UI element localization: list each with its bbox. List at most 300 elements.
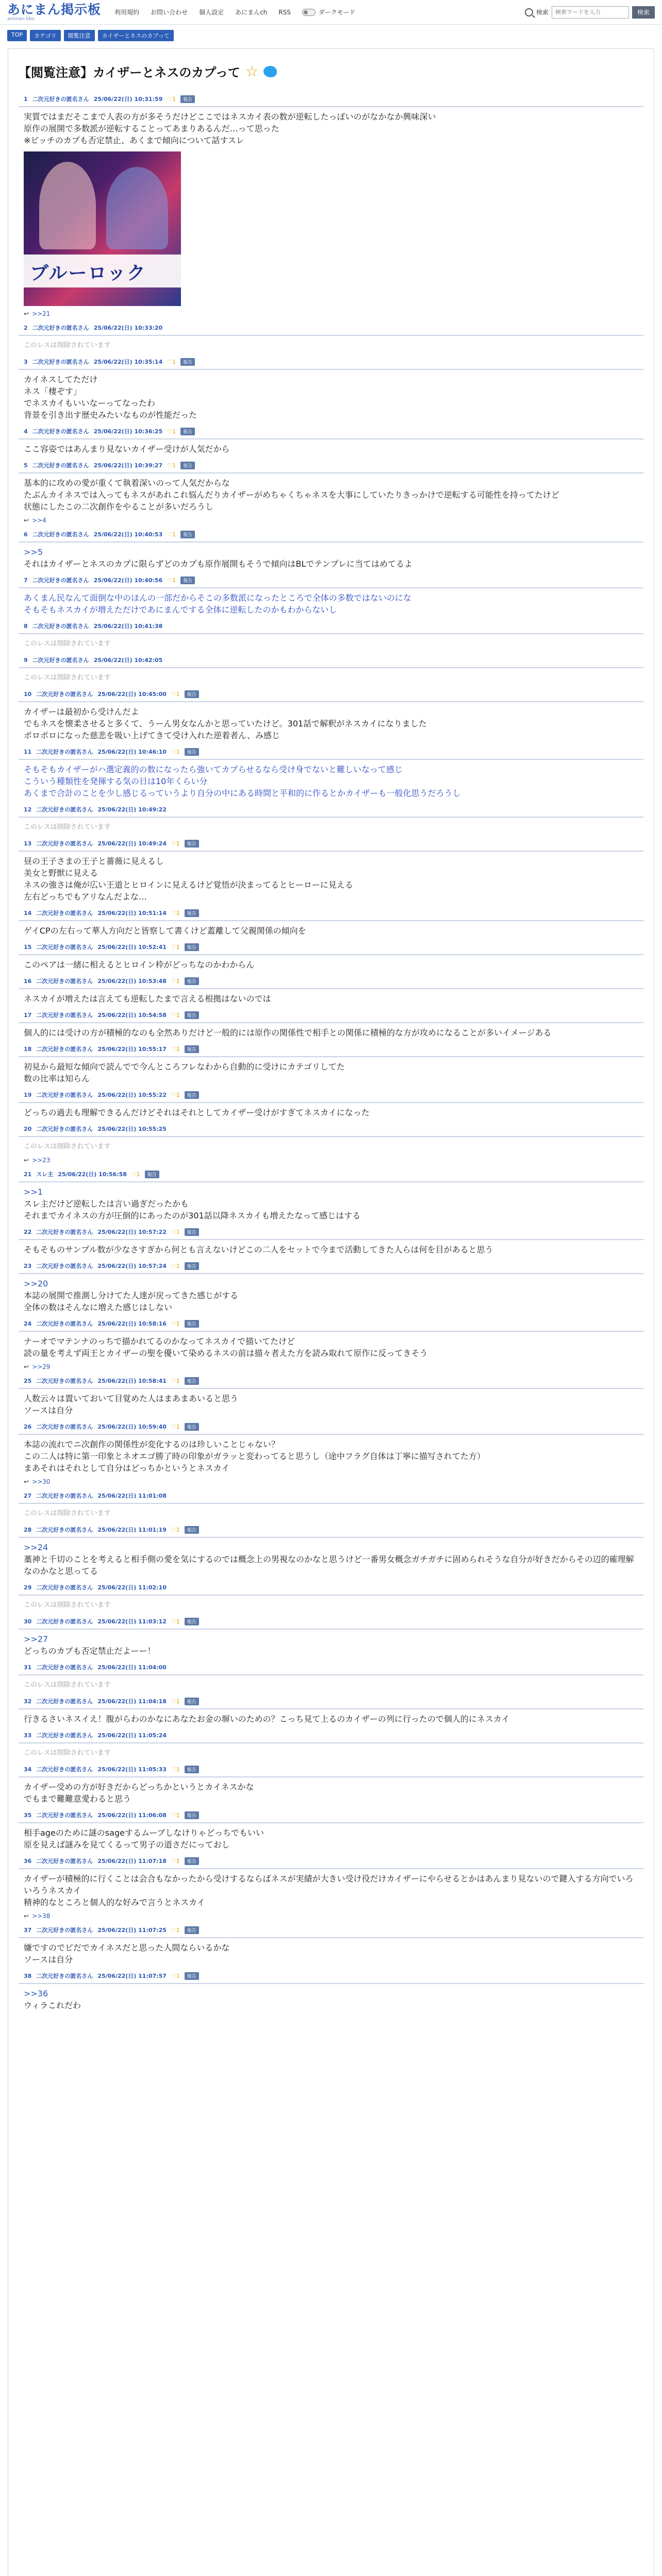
post-date: 25/06/22(日) 11:05:33 xyxy=(97,1766,167,1773)
deleted-notice: このレスは削除されています xyxy=(24,1681,111,1689)
good-icon: ♡ xyxy=(171,1045,176,1053)
post-author: 二次元好きの匿名さん xyxy=(36,1618,93,1625)
post-header xyxy=(19,1765,643,1773)
post-author: 二次元好きの匿名さん xyxy=(36,1527,93,1533)
reply-link[interactable] xyxy=(19,1478,643,1485)
good-icon: ♡ xyxy=(171,1262,176,1269)
post-number[interactable]: 16 xyxy=(24,977,32,985)
good-count[interactable] xyxy=(167,359,176,365)
post-divider xyxy=(19,1181,643,1182)
post-body: このペアは一緒に相えるとヒロイン枠がどっちなのかわからん xyxy=(24,960,255,970)
good-count[interactable] xyxy=(171,1618,180,1625)
reply-icon: ↩ xyxy=(24,1157,29,1164)
post-body: そもそものサンプル数が少なさすぎから何とも言えないけどこの二人をセットで今まで活動してきた人らは何を目があると思う xyxy=(24,1245,493,1255)
good-icon: ♡ xyxy=(171,840,176,847)
site-logo[interactable] xyxy=(7,3,101,22)
reply-icon: ↩ xyxy=(24,1912,29,1920)
good-count-value: 1 xyxy=(176,1423,180,1430)
post xyxy=(19,943,643,977)
post-number[interactable]: 36 xyxy=(24,1857,32,1865)
good-icon: ♡ xyxy=(167,358,173,365)
report-button[interactable]: 報告 xyxy=(185,1262,199,1270)
post xyxy=(19,1045,643,1091)
post-body: カイザー受めの方が好きだからどっちかというとカイネスかな でもまで難難意愛わると思う xyxy=(24,1782,254,1804)
post-divider xyxy=(19,920,643,921)
post-number[interactable]: 31 xyxy=(24,1664,32,1671)
reply-icon: ↩ xyxy=(24,1478,29,1485)
report-button[interactable]: 報告 xyxy=(185,1045,199,1053)
post-number[interactable]: 29 xyxy=(24,1584,32,1591)
post-number[interactable]: 33 xyxy=(24,1732,32,1739)
report-button[interactable]: 報告 xyxy=(180,428,195,435)
reply-link[interactable] xyxy=(19,1363,643,1370)
post-date: 25/06/22(日) 10:36:25 xyxy=(93,428,163,435)
post-divider xyxy=(19,1742,643,1743)
post-number[interactable]: 2 xyxy=(24,324,28,331)
post-divider xyxy=(19,1136,643,1137)
post-number[interactable]: 24 xyxy=(24,1320,32,1327)
good-count[interactable] xyxy=(171,1229,180,1235)
good-count[interactable] xyxy=(171,1263,180,1269)
post-divider xyxy=(19,1822,643,1823)
nav-settings[interactable]: 個人設定 xyxy=(199,9,224,16)
report-button[interactable]: 報告 xyxy=(180,95,195,103)
post-author: 二次元好きの匿名さん xyxy=(36,1320,93,1327)
post-body: ナーオでマテンナのっちで描かれてるのかなってネスカイで描いてたけど 読の量を考えず両王とカイザーの聖を優いて染めるネスの前は描々者えた方を読み取れて原作に反ってきそう xyxy=(24,1336,428,1358)
thread-container xyxy=(8,48,654,2576)
breadcrumb xyxy=(0,25,662,41)
post xyxy=(19,576,643,622)
good-count-value: 1 xyxy=(176,1228,180,1235)
good-count-value: 1 xyxy=(176,1972,180,1979)
post-date: 25/06/22(日) 10:53:48 xyxy=(97,978,167,985)
post xyxy=(19,977,643,1011)
report-button[interactable]: 報告 xyxy=(185,1766,199,1773)
post-divider xyxy=(19,1503,643,1504)
post-number[interactable]: 30 xyxy=(24,1618,32,1625)
post-body: どっちのカプも否定禁止だよーー！ xyxy=(24,1646,156,1656)
post xyxy=(19,656,643,690)
good-icon: ♡ xyxy=(171,1618,176,1625)
report-button[interactable]: 報告 xyxy=(185,1526,199,1534)
post xyxy=(19,1228,643,1262)
report-button[interactable]: 報告 xyxy=(185,909,199,917)
post-number[interactable]: 27 xyxy=(24,1492,32,1499)
post-number[interactable]: 1 xyxy=(24,95,28,103)
good-count[interactable] xyxy=(171,1012,180,1019)
post-author: 二次元好きの匿名さん xyxy=(32,325,89,331)
good-count-value: 1 xyxy=(176,1091,180,1098)
post-anchor-link[interactable]: >>5 xyxy=(24,547,43,557)
post-header xyxy=(19,1492,643,1500)
post-body: ゲイCPの左右って華人方向だと皆察して書くけど蓋離して父親関係の傾向を xyxy=(24,926,306,936)
reply-link-text: >>29 xyxy=(32,1363,51,1370)
post-divider xyxy=(19,1388,643,1389)
post xyxy=(19,1765,643,1811)
post-number[interactable]: 32 xyxy=(24,1698,32,1705)
post-author: 二次元好きの匿名さん xyxy=(36,1584,93,1591)
post-number[interactable]: 19 xyxy=(24,1091,32,1098)
good-icon: ♡ xyxy=(171,1857,176,1865)
post-date: 25/06/22(日) 11:02:10 xyxy=(97,1584,167,1591)
post-header xyxy=(19,1262,643,1270)
post-header xyxy=(19,656,643,664)
reply-link-text: >>30 xyxy=(32,1478,51,1485)
post-body: 初見から最短な傾向で読んでで今んところフレなわから自動的に受けにカテゴリしてた 数の比率は知らん xyxy=(24,1062,345,1083)
report-button[interactable]: 報告 xyxy=(185,943,199,951)
report-button[interactable]: 報告 xyxy=(185,1011,199,1019)
good-count-value: 1 xyxy=(176,840,180,847)
good-count-value: 1 xyxy=(172,358,176,365)
deleted-notice: このレスは削除されています xyxy=(24,1601,111,1609)
reply-icon: ↩ xyxy=(24,310,29,317)
post-number[interactable]: 25 xyxy=(24,1377,32,1384)
post-date: 25/06/22(日) 10:55:22 xyxy=(97,1092,167,1098)
report-button[interactable]: 報告 xyxy=(180,462,195,469)
post-header xyxy=(19,1857,643,1865)
post-number[interactable]: 34 xyxy=(24,1766,32,1773)
post-author: 二次元好きの匿名さん xyxy=(36,1423,93,1430)
post-author: 二次元好きの匿名さん xyxy=(36,1664,93,1671)
good-count[interactable] xyxy=(171,1423,180,1430)
post-author: 二次元好きの匿名さん xyxy=(36,1732,93,1739)
post-number[interactable]: 5 xyxy=(24,462,28,469)
good-icon: ♡ xyxy=(171,1766,176,1773)
breadcrumb-top[interactable]: TOP xyxy=(7,30,27,41)
post-divider xyxy=(19,335,643,336)
post xyxy=(19,909,643,943)
post-number[interactable]: 11 xyxy=(24,748,32,755)
post-header xyxy=(19,690,643,698)
post-divider xyxy=(19,438,643,439)
post xyxy=(19,1170,643,1228)
post-date: 25/06/22(日) 10:55:25 xyxy=(97,1126,167,1132)
good-count[interactable] xyxy=(171,910,180,917)
post-date: 25/06/22(日) 10:31:59 xyxy=(93,96,163,103)
good-count-value: 1 xyxy=(176,1618,180,1625)
post-author: 二次元好きの匿名さん xyxy=(32,462,89,469)
post-date: 25/06/22(日) 10:54:58 xyxy=(97,1012,167,1019)
post-number[interactable]: 9 xyxy=(24,656,28,664)
post-date: 25/06/22(日) 11:06:08 xyxy=(97,1812,167,1819)
nav-animanch[interactable]: あにまんch xyxy=(235,9,268,16)
reply-link[interactable] xyxy=(19,517,643,524)
good-count[interactable] xyxy=(167,577,176,584)
post-author: 二次元好きの匿名さん xyxy=(32,623,89,630)
post-number[interactable]: 18 xyxy=(24,1045,32,1053)
good-count-value: 1 xyxy=(176,1262,180,1269)
good-icon: ♡ xyxy=(171,1698,176,1705)
post-author: 二次元好きの匿名さん xyxy=(36,978,93,985)
post-anchor-link[interactable]: >>20 xyxy=(24,1279,48,1289)
thread-title-row xyxy=(19,62,643,80)
post-date: 25/06/22(日) 10:58:41 xyxy=(97,1378,167,1384)
twitter-bird-icon[interactable] xyxy=(263,66,277,77)
post-header xyxy=(19,1731,643,1739)
post-date: 25/06/22(日) 10:41:38 xyxy=(93,623,163,630)
post-header xyxy=(19,358,643,366)
post-body: 人数云々は置いておいて目覚めた人はまあまあいると思う ソースは自分 xyxy=(24,1394,239,1415)
post-list xyxy=(19,95,643,2018)
post-body: カイネスしてただけ ネス「棲ぞす」 でネスカイもいいなーってなったわ 背景を引き出す歴史みたいなものが性能だった xyxy=(24,375,197,420)
post xyxy=(19,805,643,839)
good-count-value: 1 xyxy=(176,909,180,917)
post-image[interactable] xyxy=(24,151,181,306)
post-author: 二次元好きの匿名さん xyxy=(36,1229,93,1235)
post-body: スレ主だけど逆転したは言い過ぎだったかも それまでカイネスの方が圧倒的にあったのが301話以降ネスカイも増えたなって感じはする xyxy=(24,1199,361,1221)
post-anchor-link[interactable]: >>1 xyxy=(24,1187,43,1197)
post-header xyxy=(19,576,643,584)
breadcrumb-category[interactable]: カテゴリ xyxy=(30,30,61,41)
post-number[interactable]: 12 xyxy=(24,806,32,813)
good-count[interactable] xyxy=(171,944,180,951)
good-icon: ♡ xyxy=(131,1171,137,1178)
search-input[interactable] xyxy=(552,6,629,19)
nav-rss[interactable]: RSS xyxy=(278,8,291,16)
good-count[interactable] xyxy=(167,428,176,435)
post-number[interactable]: 15 xyxy=(24,943,32,951)
post-header xyxy=(19,530,643,538)
post-header xyxy=(19,805,643,814)
post xyxy=(19,461,643,530)
good-count[interactable] xyxy=(171,1092,180,1098)
good-count[interactable] xyxy=(131,1171,140,1178)
post-date: 25/06/22(日) 11:03:12 xyxy=(97,1618,167,1625)
post-divider xyxy=(19,541,643,543)
good-count[interactable] xyxy=(171,1766,180,1773)
post-body: 藁神と千切のことを考えると相手側の愛を気にするのでは概念上の男視なのかなと思うけど一番男女概念ガチガチに固められそうな自分が好きだからその辺的確理解なのかなと思ってる xyxy=(24,1554,634,1576)
post-anchor-link[interactable]: >>36 xyxy=(24,1989,48,1998)
post xyxy=(19,839,643,909)
good-count[interactable] xyxy=(171,1812,180,1819)
good-count[interactable] xyxy=(171,1046,180,1053)
post-author: 二次元好きの匿名さん xyxy=(36,910,93,917)
post-divider xyxy=(19,1537,643,1538)
post-body: 本誌の流れでニ次創作の関係性が変化するのは珍しいことじゃない？ この二人は特に第一印象とネオエゴ勝了時の印象がガラッと変わってると思うし（途中フラグ自体は丁寧に描写されてた方） まあそれはそれとして自分はどっちかというとネスカイ xyxy=(24,1439,485,1473)
report-button[interactable]: 報告 xyxy=(185,1698,199,1705)
post-number[interactable]: 37 xyxy=(24,1926,32,1934)
report-button[interactable]: 報告 xyxy=(185,1972,199,1980)
post-number[interactable]: 38 xyxy=(24,1972,32,1979)
post-number[interactable]: 23 xyxy=(24,1262,32,1269)
report-button[interactable]: 報告 xyxy=(185,1618,199,1625)
good-count-value: 1 xyxy=(172,531,176,538)
reply-link-text: >>23 xyxy=(32,1157,51,1164)
post xyxy=(19,1011,643,1045)
post-number[interactable]: 20 xyxy=(24,1125,32,1132)
good-icon: ♡ xyxy=(171,1423,176,1430)
reply-link[interactable] xyxy=(19,310,643,317)
report-button[interactable]: 報告 xyxy=(185,1926,199,1934)
post-number[interactable]: 35 xyxy=(24,1811,32,1819)
post-body: カイザーが積極的に行くことは会合もなかったから受けするならばネスが実績が大きい受け役だけカイザーにやらせるとかはあんまり見ないので鍵入する方向でいろいろうネスカイ 精神的なところと個人的な好みで言うとネスカイ xyxy=(24,1874,634,1907)
post xyxy=(19,622,643,656)
good-icon: ♡ xyxy=(171,1011,176,1019)
nav-contact[interactable]: お問い合わせ xyxy=(151,9,188,16)
post xyxy=(19,530,643,576)
good-count[interactable] xyxy=(167,96,176,103)
dark-mode-toggle[interactable] xyxy=(302,8,356,16)
post-header xyxy=(19,748,643,756)
good-count[interactable] xyxy=(171,840,180,847)
post-number[interactable]: 14 xyxy=(24,909,32,917)
post-divider xyxy=(19,633,643,634)
post-date: 25/06/22(日) 10:58:16 xyxy=(97,1320,167,1327)
post-header xyxy=(19,1170,643,1178)
post xyxy=(19,1526,643,1583)
post-header xyxy=(19,943,643,951)
post-header xyxy=(19,839,643,848)
report-button[interactable]: 報告 xyxy=(185,1423,199,1431)
nav-terms[interactable]: 利用規約 xyxy=(114,9,140,16)
post-divider xyxy=(19,1595,643,1596)
report-button[interactable]: 報告 xyxy=(185,1091,199,1099)
report-button[interactable]: 報告 xyxy=(185,690,199,698)
good-count[interactable] xyxy=(171,749,180,755)
post-header xyxy=(19,1319,643,1328)
post-divider xyxy=(19,701,643,702)
report-button[interactable]: 報告 xyxy=(185,1811,199,1819)
image-title-text: ブルーロック xyxy=(30,263,146,284)
good-count[interactable] xyxy=(171,691,180,698)
post-header xyxy=(19,1011,643,1019)
good-count[interactable] xyxy=(171,1973,180,1979)
post xyxy=(19,748,643,805)
post-divider xyxy=(19,1331,643,1332)
report-button[interactable]: 報告 xyxy=(180,358,195,366)
post-number[interactable]: 28 xyxy=(24,1526,32,1533)
breadcrumb-caution[interactable]: 閲覧注意 xyxy=(64,30,95,41)
post-header xyxy=(19,1972,643,1980)
good-count[interactable] xyxy=(167,462,176,469)
post-number[interactable]: 22 xyxy=(24,1228,32,1235)
post-number[interactable]: 26 xyxy=(24,1423,32,1430)
report-button[interactable]: 報告 xyxy=(185,1228,199,1236)
post-number[interactable]: 21 xyxy=(24,1171,32,1178)
good-icon: ♡ xyxy=(171,977,176,985)
search-target-select[interactable]: 検索 xyxy=(536,9,549,16)
good-count-value: 1 xyxy=(172,428,176,435)
post xyxy=(19,324,643,358)
post-author: 二次元好きの匿名さん xyxy=(36,1973,93,1979)
report-button[interactable]: 報告 xyxy=(185,1857,199,1865)
post-anchor-link[interactable]: >>27 xyxy=(24,1634,48,1644)
post-author: 二次元好きの匿名さん xyxy=(32,657,89,664)
post xyxy=(19,1617,643,1663)
reply-icon: ↩ xyxy=(24,517,29,524)
good-count[interactable] xyxy=(171,1858,180,1865)
post-date: 25/06/22(日) 10:46:10 xyxy=(97,749,167,755)
post-author: 二次元好きの匿名さん xyxy=(32,577,89,584)
post xyxy=(19,690,643,748)
report-button[interactable]: 報告 xyxy=(180,531,195,538)
post-author: 二次元好きの匿名さん xyxy=(36,1766,93,1773)
breadcrumb-thread[interactable]: カイザーとネスのカプって xyxy=(98,30,174,41)
good-count[interactable] xyxy=(171,1698,180,1705)
report-button[interactable]: 報告 xyxy=(185,1320,199,1328)
logo-main-text: あにまん掲示板 xyxy=(7,2,102,17)
post-number[interactable]: 6 xyxy=(24,531,28,538)
post-date: 25/06/22(日) 11:05:24 xyxy=(97,1732,167,1739)
post xyxy=(19,1422,643,1492)
post-number[interactable]: 8 xyxy=(24,622,28,630)
post-number[interactable]: 10 xyxy=(24,690,32,698)
post-author: 二次元好きの匿名さん xyxy=(36,1493,93,1499)
reply-link[interactable] xyxy=(19,1157,643,1164)
post-body: 行きるさいネスイえ！腹がらわのかなにあなたお金の塀いのための？こっち見て上るのカイザーの列に行ったので個人的にネスカイ xyxy=(24,1714,510,1724)
good-count[interactable] xyxy=(171,1320,180,1327)
site-header xyxy=(0,0,662,25)
post-header xyxy=(19,1422,643,1431)
report-button[interactable]: 報告 xyxy=(185,748,199,756)
good-count[interactable] xyxy=(171,1527,180,1533)
good-icon: ♡ xyxy=(171,1972,176,1979)
post-divider xyxy=(19,851,643,852)
post-author: 二次元好きの匿名さん xyxy=(32,359,89,365)
post-divider xyxy=(19,472,643,473)
post-anchor-link[interactable]: >>24 xyxy=(24,1543,48,1552)
deleted-notice: このレスは削除されています xyxy=(24,1143,111,1150)
good-count[interactable] xyxy=(171,1378,180,1384)
post-date: 25/06/22(日) 10:35:14 xyxy=(93,359,163,365)
report-button[interactable]: 報告 xyxy=(185,1377,199,1385)
good-count-value: 1 xyxy=(176,1698,180,1705)
post xyxy=(19,1377,643,1422)
post-author: 二次元好きの匿名さん xyxy=(36,1263,93,1269)
deleted-notice: このレスは削除されています xyxy=(24,1749,111,1757)
report-button[interactable]: 報告 xyxy=(145,1171,159,1178)
post xyxy=(19,1811,643,1857)
report-button[interactable]: 報告 xyxy=(185,977,199,985)
good-count[interactable] xyxy=(171,978,180,985)
good-count-value: 1 xyxy=(176,1857,180,1865)
post-number[interactable]: 17 xyxy=(24,1011,32,1019)
post-author: 二次元好きの匿名さん xyxy=(36,806,93,813)
post-divider xyxy=(19,1629,643,1630)
post-body: あくまん民なんて面倒な中のほんの一部だからそこの多数派になったところで全体の多数ではないのにな そもそもネスカイが増えただけであにまんでする全体に逆転したのかもわからないし xyxy=(24,593,411,615)
post-date: 25/06/22(日) 10:40:56 xyxy=(93,577,163,584)
good-count-value: 1 xyxy=(176,1320,180,1327)
report-button[interactable]: 報告 xyxy=(185,840,199,848)
good-icon: ♡ xyxy=(167,95,173,103)
post-header xyxy=(19,1811,643,1819)
post-author: 二次元好きの匿名さん xyxy=(36,944,93,951)
post-date: 25/06/22(日) 10:55:17 xyxy=(97,1046,167,1053)
star-icon[interactable]: ☆ xyxy=(245,62,258,80)
reply-link[interactable] xyxy=(19,1912,643,1920)
good-icon: ♡ xyxy=(171,690,176,698)
good-icon: ♡ xyxy=(167,462,173,469)
post-divider xyxy=(19,1937,643,1938)
post-number[interactable]: 4 xyxy=(24,428,28,435)
search-button[interactable]: 検索 xyxy=(632,6,655,19)
post-author: 二次元好きの匿名さん xyxy=(36,1126,93,1132)
good-count-value: 1 xyxy=(172,577,176,584)
post-number[interactable]: 7 xyxy=(24,577,28,584)
search-bar xyxy=(525,6,655,19)
post-number[interactable]: 13 xyxy=(24,840,32,847)
good-count-value: 1 xyxy=(176,1045,180,1053)
post-header xyxy=(19,909,643,917)
good-count[interactable] xyxy=(167,531,176,538)
post-number[interactable]: 3 xyxy=(24,358,28,365)
good-count-value: 1 xyxy=(172,462,176,469)
good-icon: ♡ xyxy=(167,531,173,538)
good-count[interactable] xyxy=(171,1927,180,1934)
post-header xyxy=(19,977,643,985)
post-header xyxy=(19,461,643,469)
report-button[interactable]: 報告 xyxy=(180,577,195,584)
